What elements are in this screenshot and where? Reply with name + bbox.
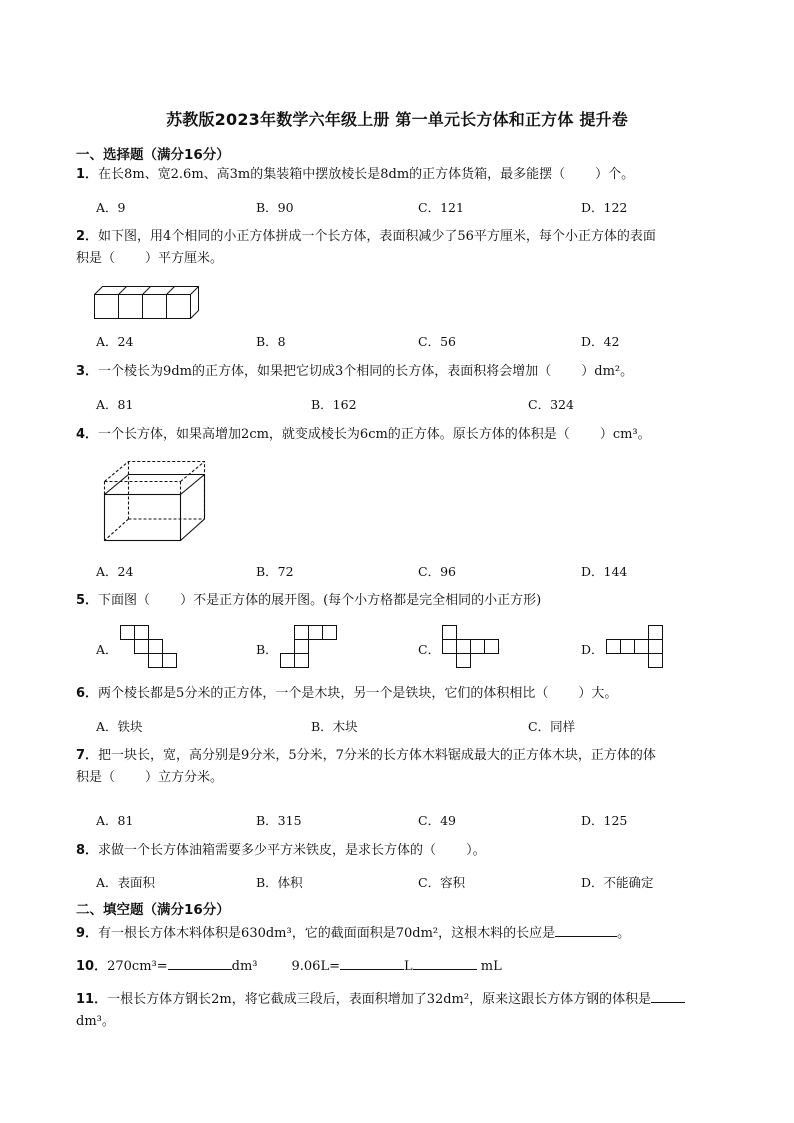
question-number: 11． (76, 992, 108, 1007)
question-7 (76, 745, 752, 789)
question-number: 4． (76, 427, 99, 442)
option-b[interactable]: B．木块 (311, 719, 358, 734)
question-tail: ）不是正方体的展开图。(每个小方格都是完全相同的小正方形) (180, 593, 542, 608)
question-number: 8． (76, 843, 99, 858)
question-8 (76, 840, 752, 862)
question-number: 10． (76, 959, 108, 974)
answer-blank[interactable] (555, 922, 617, 937)
question-text: 把一块长，宽，高分别是9分米，5分米，7分米的长方体木料锯成最大的正方体木块，正方体的体 (98, 748, 656, 763)
question-tail: ）。 (466, 843, 486, 858)
answer-blank[interactable] (168, 955, 232, 970)
question-text: 求做一个长方体油箱需要多少平方米铁皮，是求长方体的（ (98, 843, 437, 858)
option-a[interactable]: A．24 (96, 564, 134, 579)
option-b[interactable]: B．72 (256, 564, 294, 579)
answer-blank[interactable] (340, 955, 404, 970)
question-tail: 。 (617, 926, 631, 941)
option-b[interactable]: B．90 (256, 200, 294, 215)
option-a[interactable]: A． (96, 642, 118, 657)
option-b[interactable]: B．体积 (256, 875, 303, 890)
option-c[interactable]: C．容积 (418, 875, 466, 890)
options-q3 (96, 395, 756, 415)
question-text: 两个棱长都是5分米的正方体，一个是木块，另一个是铁块，它们的体积相比（ (98, 686, 549, 701)
option-d[interactable]: D．不能确定 (581, 875, 654, 890)
question-text-line2: 积是（ (76, 770, 116, 785)
question-3 (76, 361, 752, 383)
question-1 (76, 164, 752, 186)
question-5 (76, 590, 752, 612)
question-text: 如下图，用4个相同的小正方体拼成一个长方体，表面积减少了56平方厘米，每个小正方体的表面 (98, 229, 656, 244)
question-tail: ）cm³。 (599, 427, 651, 442)
option-b[interactable]: B． (256, 642, 278, 657)
option-d[interactable]: D．144 (581, 564, 628, 579)
unit-label: dm³ (231, 959, 258, 974)
question-6 (76, 683, 752, 705)
question-number: 9． (76, 926, 99, 941)
question-tail: ）个。 (595, 167, 635, 182)
option-b[interactable]: B．162 (311, 397, 357, 412)
option-d[interactable]: D．125 (581, 813, 628, 828)
question-tail: ）平方厘米。 (145, 251, 224, 266)
option-b[interactable]: B．8 (256, 334, 286, 349)
question-text: 一根长方体方钢长2m，将它截成三段后，表面积增加了32dm²，原来这跟长方体方钢的体积是 (107, 992, 652, 1007)
question-text: 有一根长方体木料体积是630dm³，它的截面面积是70dm²，这根木料的长应是 (98, 926, 556, 941)
options-q4 (96, 562, 756, 582)
four-cubes-figure (94, 286, 198, 322)
option-a[interactable]: A．24 (96, 334, 134, 349)
options-q2 (96, 332, 756, 352)
question-text-line2: 积是（ (76, 251, 116, 266)
unit-label: mL (480, 959, 502, 974)
option-b[interactable]: B．315 (256, 813, 302, 828)
options-q7 (96, 811, 756, 831)
question-number: 7． (76, 748, 99, 763)
answer-blank[interactable] (413, 955, 477, 970)
net-figure-b[interactable] (280, 625, 340, 670)
question-text-line2: dm³。 (76, 1014, 115, 1029)
option-d[interactable]: D． (581, 642, 604, 657)
option-a[interactable]: A．81 (96, 397, 134, 412)
option-a[interactable]: A．81 (96, 813, 134, 828)
conversion-a: 270cm³= (107, 959, 168, 974)
section-heading-fill: 二、填空题（满分16分） (76, 902, 230, 918)
option-a[interactable]: A．表面积 (96, 875, 156, 890)
page-title: 苏教版2023年数学六年级上册 第一单元长方体和正方体 提升卷 (166, 110, 628, 129)
option-d[interactable]: D．122 (581, 200, 628, 215)
question-4 (76, 424, 752, 446)
question-number: 1． (76, 167, 99, 182)
question-number: 2． (76, 229, 99, 244)
option-c[interactable]: C．56 (418, 334, 456, 349)
question-number: 3． (76, 364, 99, 379)
option-c[interactable]: C．同样 (528, 719, 576, 734)
question-2 (76, 226, 752, 270)
unit-label: L (403, 959, 413, 974)
option-c[interactable]: C．49 (418, 813, 456, 828)
question-number: 6． (76, 686, 99, 701)
net-figure-a[interactable] (120, 625, 180, 670)
question-10 (76, 955, 752, 978)
option-c[interactable]: C．324 (528, 397, 574, 412)
question-text: 一个棱长为9dm的正方体，如果把它切成3个相同的长方体，表面积将会增加（ (98, 364, 552, 379)
net-figure-d[interactable] (606, 625, 666, 670)
question-tail: ）大。 (578, 686, 618, 701)
question-text: 一个长方体，如果高增加2cm，就变成棱长为6cm的正方体。原长方体的体积是（ (98, 427, 570, 442)
question-number: 5． (76, 593, 99, 608)
question-text: 下面图（ (98, 593, 151, 608)
section-heading-choice: 一、选择题（满分16分） (76, 147, 230, 163)
cuboid-figure (104, 461, 208, 543)
option-c[interactable]: C．96 (418, 564, 456, 579)
question-tail: ）立方分米。 (145, 770, 224, 785)
options-q6 (96, 717, 756, 737)
options-q1 (96, 198, 756, 218)
option-d[interactable]: D．42 (581, 334, 620, 349)
question-9 (76, 922, 752, 945)
option-a[interactable]: A．铁块 (96, 719, 143, 734)
question-11 (76, 988, 752, 1033)
net-figure-c[interactable] (442, 625, 502, 670)
conversion-b: 9.06L= (291, 959, 340, 974)
options-q8 (96, 873, 756, 893)
answer-blank[interactable] (651, 988, 685, 1003)
question-text: 在长8m、宽2.6m、高3m的集装箱中摆放棱长是8dm的正方体货箱，最多能摆（ (98, 167, 566, 182)
option-a[interactable]: A．9 (96, 200, 126, 215)
option-c[interactable]: C．121 (418, 200, 464, 215)
option-c[interactable]: C． (418, 642, 441, 657)
question-tail: ）dm²。 (581, 364, 634, 379)
